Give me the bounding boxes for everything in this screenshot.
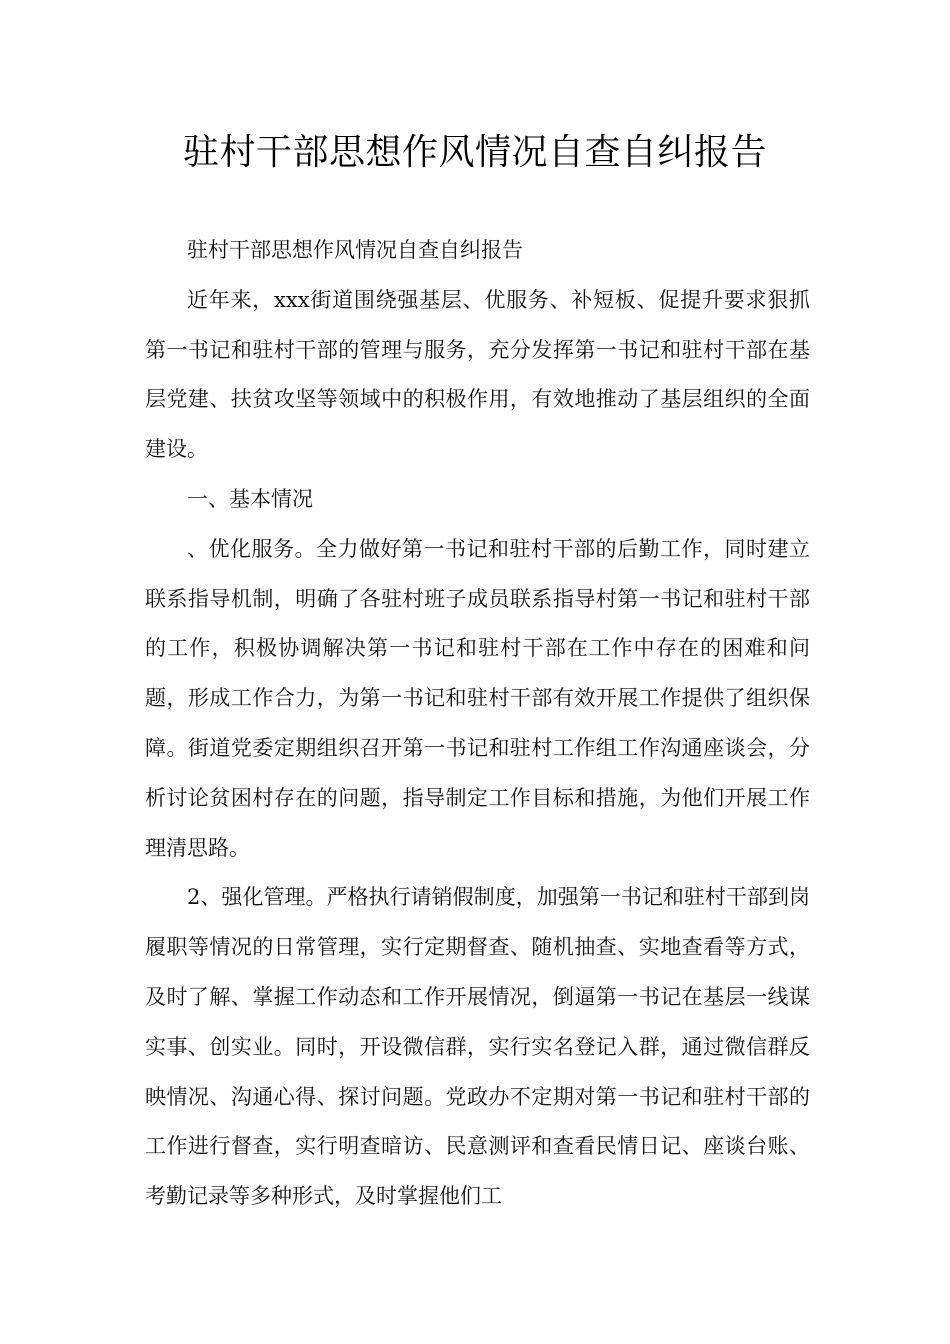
paragraph-intro: 近年来，xxx街道围绕强基层、优服务、补短板、促提升要求狠抓第一书记和驻村干部的管理与服务，充分发挥第一书记和驻村干部在基层党建、扶贫攻坚等领域中的积极作用，有效地推动了基层组织的全面建设。 xyxy=(145,287,810,462)
section-heading-basic-situation: 一、基本情况 xyxy=(187,486,313,511)
paragraph-strengthen-management: 2、强化管理。严格执行请销假制度，加强第一书记和驻村干部到岗履职等情况的日常管理，实行定期督查、随机抽查、实地查看等方式，及时了解、掌握工作动态和工作开展情况，倒逼第一书记在基层一线谋实事、创实业。同时，开设微信群，实行实名登记入群，通过微信群反映情况、沟通心得、探讨问题。党政办不定期对第一书记和驻村干部的工作进行督查，实行明查暗访、民意测评和查看民情日记、座谈台账、考勤记录等多种形式，及时掌握他们工 xyxy=(145,885,810,1209)
paragraph-optimize-service: 、优化服务。全力做好第一书记和驻村干部的后勤工作，同时建立联系指导机制，明确了各驻村班子成员联系指导村第一书记和驻村干部的工作，积极协调解决第一书记和驻村干部在工作中存在的困难和问题，形成工作合力，为第一书记和驻村干部有效开展工作提供了组织保障。街道党委定期组织召开第一书记和驻村工作组工作沟通座谈会，分析讨论贫困村存在的问题，指导制定工作目标和措施，为他们开展工作理清思路。 xyxy=(145,536,810,860)
document-title: 驻村干部思想作风情况自查自纠报告 xyxy=(182,132,767,173)
document-body xyxy=(145,226,810,1222)
paragraph-subtitle: 驻村干部思想作风情况自查自纠报告 xyxy=(187,238,523,262)
